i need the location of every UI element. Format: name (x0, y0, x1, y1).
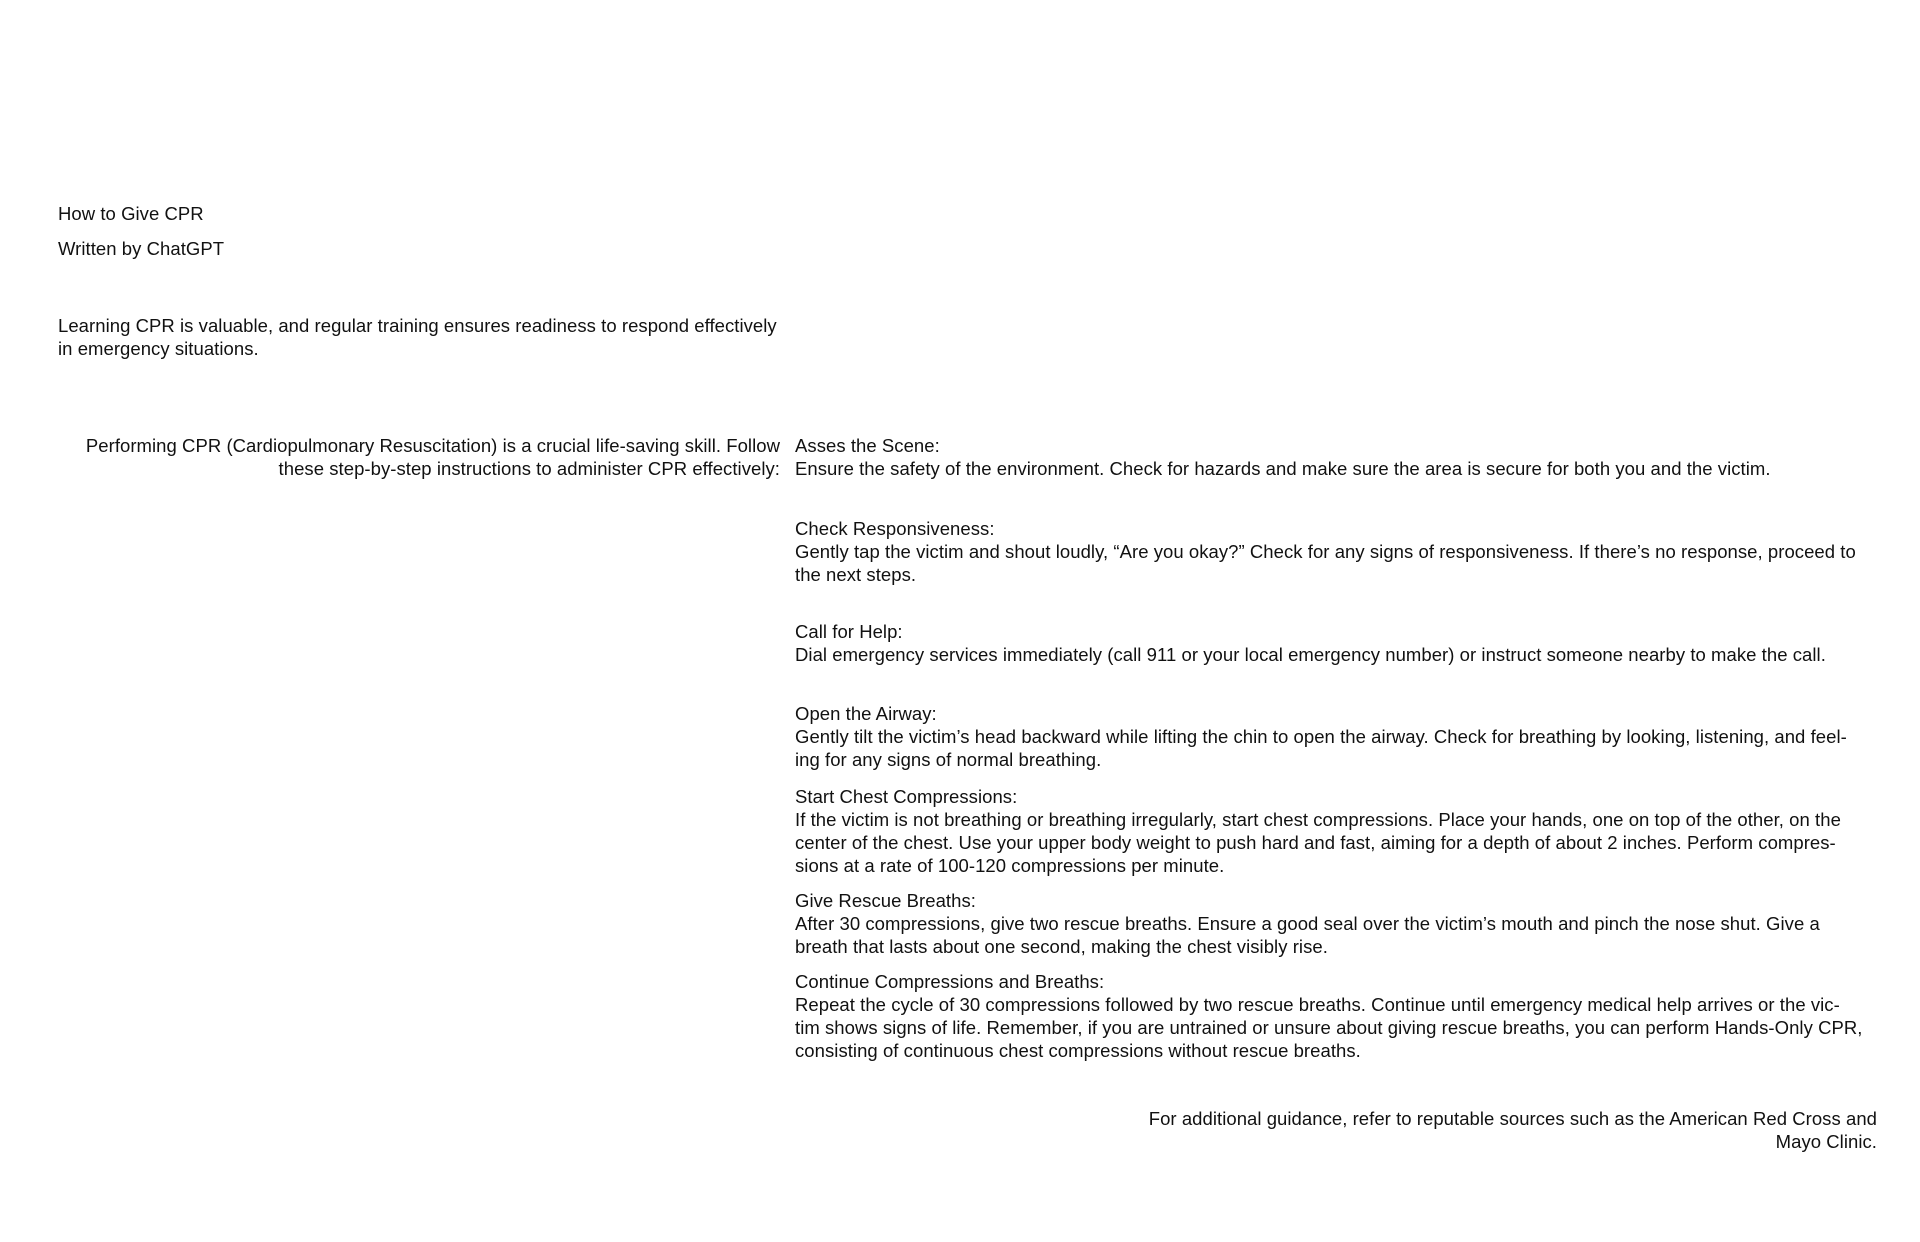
step-title: Asses the Scene: (795, 435, 940, 456)
step-body: Gently tap the victim and shout loudly, “Are you okay?” Check for any signs of responsiveness. If there’s no response, proceed to the next steps. (795, 541, 1856, 585)
step-title: Give Rescue Breaths: (795, 890, 976, 911)
step-body: Repeat the cycle of 30 compressions followed by two rescue breaths. Continue until emergency medical help arrives or the vic- tim shows signs of life. Remember, if you are untrained or unsure about giving rescue breaths, you can perform Hands-Only CPR, consisting of continuous chest compressions without rescue breaths. (795, 994, 1863, 1061)
step-title: Continue Compressions and Breaths: (795, 971, 1105, 992)
step-body: If the victim is not breathing or breathing irregularly, start chest compressions. Place your hands, one on top of the other, on the center of the chest. Use your upper body weight to push hard and fast, aiming for a depth of about 2 inches. Perform compres- sions at a rate of 100-120 compressions per minute. (795, 809, 1841, 876)
step-body: Ensure the safety of the environment. Check for hazards and make sure the area is secure for both you and the victim. (795, 458, 1771, 479)
closing-note: For additional guidance, refer to reputable sources such as the American Red Cross and Mayo Clinic. (1148, 1108, 1877, 1152)
step-body: Dial emergency services immediately (call 911 or your local emergency number) or instruct someone nearby to make the call. (795, 644, 1826, 665)
lead-paragraph: Performing CPR (Cardiopulmonary Resuscitation) is a crucial life-saving skill. Follow these step-by-step instructions to administer CPR effectively: (85, 435, 780, 479)
step-call-for-help (795, 620, 1895, 666)
step-assess-scene (795, 434, 1895, 480)
step-body: Gently tilt the victim’s head backward while lifting the chin to open the airway. Check for breathing by looking, listening, and feel- ing for any signs of normal breathing. (795, 726, 1847, 770)
byline: Written by ChatGPT (58, 238, 225, 259)
step-continue-cycle (795, 970, 1895, 1062)
step-title: Open the Airway: (795, 703, 937, 724)
step-rescue-breaths (795, 889, 1895, 958)
intro-paragraph: Learning CPR is valuable, and regular training ensures readiness to respond effectively in emergency situations. (58, 315, 777, 359)
step-body: After 30 compressions, give two rescue breaths. Ensure a good seal over the victim’s mouth and pinch the nose shut. Give a breath that lasts about one second, making the chest visibly rise. (795, 913, 1820, 957)
step-title: Call for Help: (795, 621, 903, 642)
step-title: Start Chest Compressions: (795, 786, 1018, 807)
step-title: Check Responsiveness: (795, 518, 995, 539)
page-title: How to Give CPR (58, 203, 204, 224)
step-check-responsiveness (795, 517, 1895, 586)
step-chest-compressions (795, 785, 1895, 877)
step-open-airway (795, 702, 1895, 771)
